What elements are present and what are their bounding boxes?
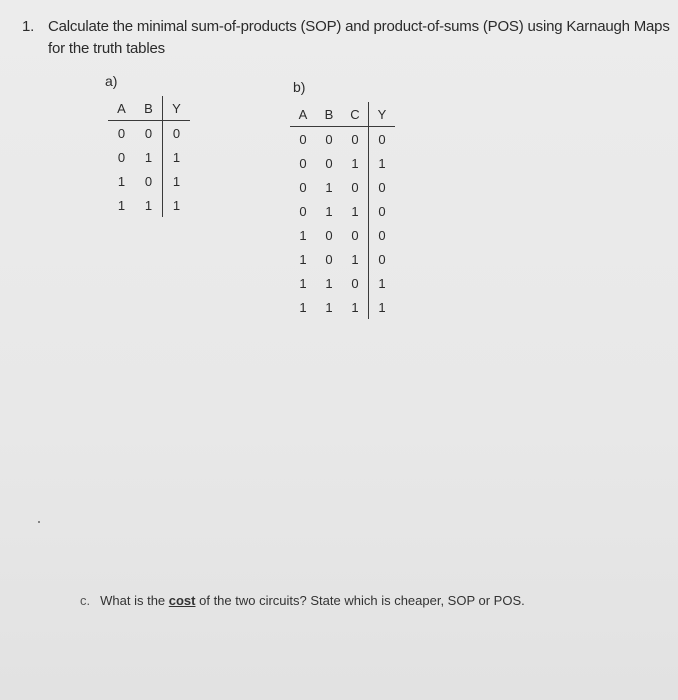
part-c-letter: c. (80, 593, 91, 608)
table-cell: 0 (369, 127, 396, 152)
header-c: C (342, 102, 369, 127)
table-cell: 0 (369, 247, 396, 271)
table-cell: 0 (325, 251, 333, 267)
part-c-text-after: of the two circuits? State which is cheaper, SOP or POS. (195, 593, 525, 608)
table-cell: 0 (144, 125, 153, 141)
table-cell: 0 (351, 179, 359, 195)
table-cell: 1 (163, 169, 191, 193)
table-row (108, 193, 190, 217)
table-cell: 1 (325, 275, 333, 291)
table-cell: 1 (325, 179, 333, 195)
table-cell: 0 (351, 275, 359, 291)
table-cell: 1 (163, 145, 191, 169)
table-cell: 0 (163, 121, 191, 146)
table-cell: 1 (144, 197, 153, 213)
table-cell: 1 (325, 299, 333, 315)
header-a: A (290, 102, 316, 127)
table-cell: 0 (351, 131, 359, 147)
table-cell: 0 (299, 203, 307, 219)
table-row (290, 199, 395, 223)
table-cell: 0 (144, 173, 153, 189)
table-cell: 0 (299, 131, 307, 147)
table-cell: 1 (144, 149, 153, 165)
table-row (108, 121, 190, 146)
table-a-label: a) (105, 73, 118, 89)
header-b: B (316, 102, 342, 127)
table-cell: 1 (351, 299, 359, 315)
table-row (290, 295, 395, 319)
question-number: 1. (22, 18, 35, 35)
table-row (290, 127, 395, 152)
part-c-question (80, 593, 525, 608)
question-text-line-1: Calculate the minimal sum-of-products (SOP) and product-of-sums (POS) using Karnaugh Maps (48, 18, 670, 35)
table-row (108, 145, 190, 169)
table-cell: 1 (369, 151, 396, 175)
table-cell: 1 (351, 203, 359, 219)
table-cell: 1 (299, 251, 307, 267)
part-c-emphasis: cost (168, 593, 196, 608)
header-a: A (108, 96, 135, 121)
table-cell: 0 (369, 199, 396, 223)
header-y: Y (163, 96, 191, 121)
table-row (290, 271, 395, 295)
table-cell: 1 (299, 275, 307, 291)
truth-table-a (108, 96, 190, 217)
table-cell: 0 (325, 155, 333, 171)
truth-table-b (290, 102, 395, 319)
table-cell: 0 (351, 227, 359, 243)
part-c-text-before: What is the (100, 593, 169, 608)
table-cell: 1 (369, 271, 396, 295)
table-cell: 1 (369, 295, 396, 319)
table-cell: 1 (351, 155, 359, 171)
paper-speck (38, 521, 40, 523)
table-cell: 1 (299, 227, 307, 243)
question-text-line-2: for the truth tables (48, 40, 165, 57)
table-row (290, 223, 395, 247)
table-row (108, 169, 190, 193)
table-cell: 1 (325, 203, 333, 219)
table-cell: 0 (325, 131, 333, 147)
table-cell: 1 (117, 197, 126, 213)
table-cell: 0 (369, 175, 396, 199)
table-cell: 1 (299, 299, 307, 315)
table-cell: 1 (163, 193, 191, 217)
table-cell: 0 (325, 227, 333, 243)
table-row (290, 151, 395, 175)
table-cell: 0 (299, 155, 307, 171)
table-cell: 1 (351, 251, 359, 267)
table-cell: 0 (117, 149, 126, 165)
table-cell: 0 (117, 125, 126, 141)
table-cell: 0 (369, 223, 396, 247)
header-b: B (135, 96, 163, 121)
header-y: Y (369, 102, 396, 127)
table-b-label: b) (293, 79, 306, 95)
table-cell: 0 (299, 179, 307, 195)
table-row (290, 175, 395, 199)
table-row (290, 247, 395, 271)
table-cell: 1 (117, 173, 126, 189)
